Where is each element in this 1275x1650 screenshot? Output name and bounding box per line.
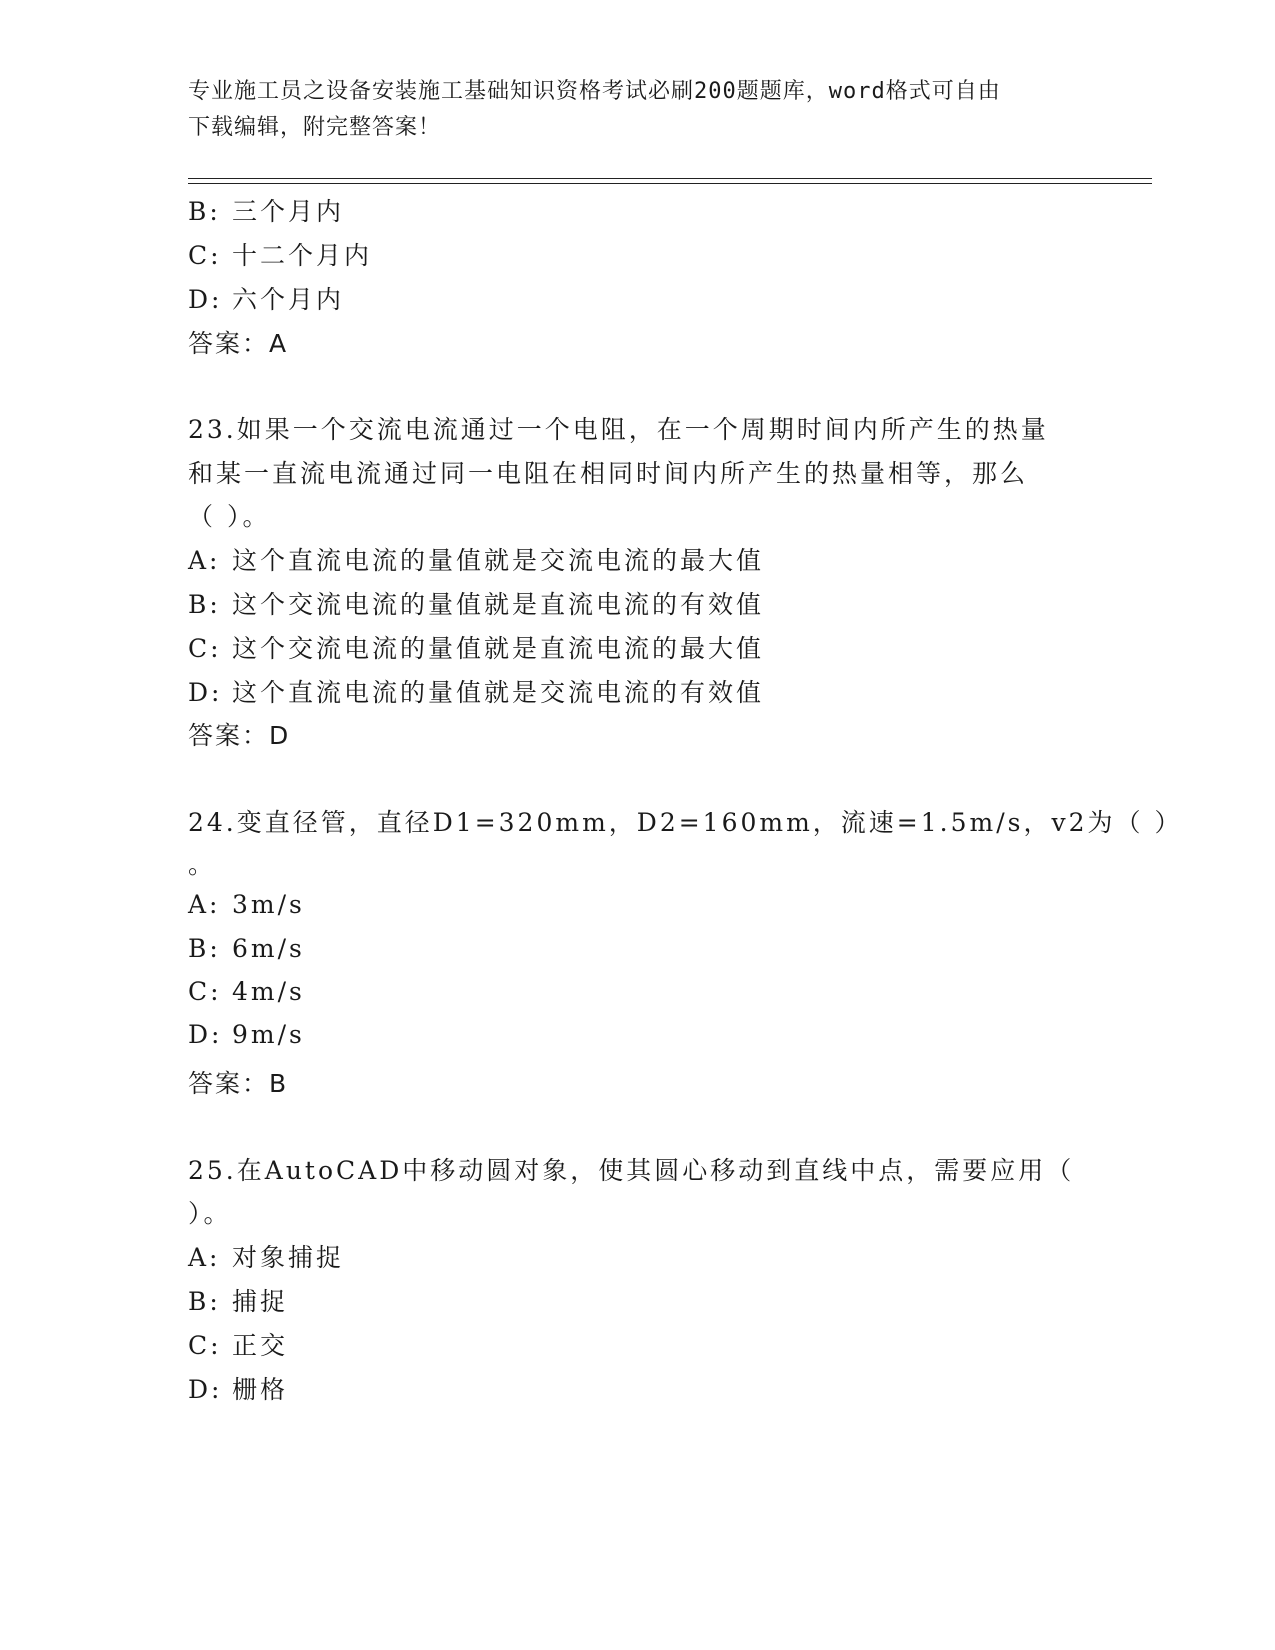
header-divider-top — [188, 178, 1152, 179]
document-header — [188, 74, 1068, 146]
header-line-2: 下载编辑，附完整答案！ — [188, 115, 442, 140]
option-label: C: — [188, 977, 222, 1006]
option-text: 三个月内 — [232, 197, 345, 226]
q25-stem-line-1: 25.在AutoCAD中移动圆对象，使其圆心移动到直线中点，需要应用（ — [188, 1156, 1075, 1185]
q22-answer: 答案：A — [188, 329, 289, 358]
option-label: B: — [188, 197, 221, 226]
option-label: B: — [188, 590, 221, 619]
q23-stem-line-1: 23.如果一个交流电流通过一个电阻，在一个周期时间内所产生的热量 — [188, 415, 1049, 444]
q22-option-d — [188, 280, 344, 316]
q24-stem-line-1: 24.变直径管，直径D1=320mm，D2=160mm，流速=1.5m/s，v2为（ ） — [188, 808, 1183, 837]
option-label: B: — [188, 934, 221, 963]
option-text: 六个月内 — [232, 285, 345, 314]
option-label: C: — [188, 241, 222, 270]
q24-option-c — [188, 977, 305, 1006]
q24-stem-line-2: 。 — [188, 850, 217, 879]
option-text: 3m/s — [232, 890, 305, 919]
option-text: 这个交流电流的量值就是直流电流的有效值 — [232, 590, 765, 619]
option-label: D: — [188, 285, 223, 314]
option-label: D: — [188, 678, 223, 707]
q25-option-d — [188, 1370, 288, 1406]
q25-option-a — [188, 1238, 344, 1274]
q22-option-b — [188, 192, 344, 228]
option-text: 9m/s — [232, 1020, 305, 1049]
option-text: 捕捉 — [232, 1287, 289, 1316]
q25-option-b — [188, 1282, 288, 1318]
q23-stem-line-2: 和某一直流电流通过同一电阻在相同时间内所产生的热量相等，那么 — [188, 459, 1029, 488]
option-text: 对象捕捉 — [232, 1243, 345, 1272]
header-divider-bottom — [188, 183, 1152, 184]
option-text: 正交 — [232, 1331, 289, 1360]
q24-option-b — [188, 934, 305, 963]
q23-option-d — [188, 673, 764, 709]
q22-option-c — [188, 236, 372, 272]
option-text: 4m/s — [232, 977, 305, 1006]
option-text: 这个直流电流的量值就是交流电流的有效值 — [232, 678, 765, 707]
q25-stem-line-2: ）。 — [188, 1199, 232, 1228]
q23-answer: 答案：D — [188, 721, 291, 750]
q24-option-a — [188, 890, 305, 919]
q24-answer: 答案：B — [188, 1069, 289, 1098]
q23-option-b — [188, 585, 764, 621]
header-line-1: 专业施工员之设备安装施工基础知识资格考试必刷200题题库，word格式可自由 — [188, 79, 1001, 104]
q24-option-d — [188, 1020, 305, 1049]
option-label: D: — [188, 1020, 223, 1049]
q25-option-c — [188, 1326, 288, 1362]
option-text: 6m/s — [232, 934, 305, 963]
q23-option-c — [188, 629, 764, 665]
option-label: B: — [188, 1287, 221, 1316]
option-text: 十二个月内 — [232, 241, 373, 270]
option-label: A: — [188, 1243, 221, 1272]
q23-option-a — [188, 541, 764, 577]
option-label: A: — [188, 546, 221, 575]
option-label: A: — [188, 890, 221, 919]
q23-stem-line-3: （ ）。 — [188, 502, 271, 531]
option-label: D: — [188, 1375, 223, 1404]
option-label: C: — [188, 1331, 222, 1360]
option-text: 栅格 — [232, 1375, 289, 1404]
option-label: C: — [188, 634, 222, 663]
option-text: 这个交流电流的量值就是直流电流的最大值 — [232, 634, 765, 663]
option-text: 这个直流电流的量值就是交流电流的最大值 — [232, 546, 765, 575]
